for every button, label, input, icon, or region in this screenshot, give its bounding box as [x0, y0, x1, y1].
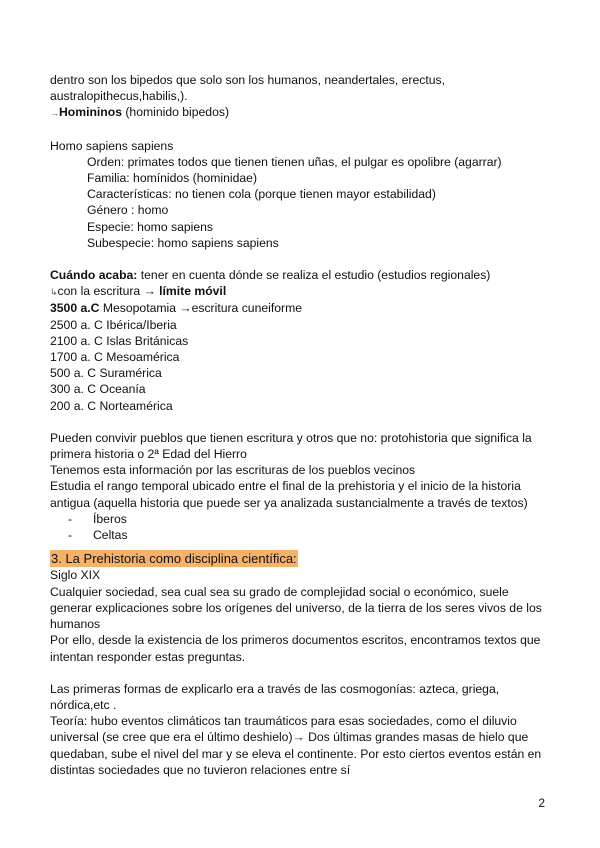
date-row [50, 300, 550, 316]
century-label: Siglo XIX [50, 568, 101, 583]
paragraph: Pueden convivir pueblos que tienen escritura y otros que no: protohistoria que significa la primera historia o 2ª Edad del Hierro [50, 430, 532, 462]
paragraph: Las primeras formas de explicarlo era a través de las cosmogonías: azteca, griega, nórdica,etc . [50, 681, 500, 712]
taxonomy-item: Subespecie: homo sapiens sapiens [87, 235, 279, 250]
list-item-label: Íberos [93, 511, 127, 526]
taxonomy-item: Género : homo [87, 203, 169, 218]
taxonomy-item: Especie: homo sapiens [87, 219, 214, 234]
spacer [50, 414, 550, 430]
spacer [50, 665, 550, 681]
paragraph: Estudia el rango temporal ubicado entre el final de la prehistoria y el inicio de la historia antigua (aquella historia que puede ser ya analizada sustancialmente a través de textos) [50, 479, 528, 510]
date-row [50, 365, 550, 381]
when-ends-term: Cuándo acaba: [50, 268, 138, 283]
list-item-label: Celtas [93, 528, 128, 543]
writing-limit-text: con la escritura → [57, 284, 160, 299]
taxonomy-title: Homo sapiens sapiens [50, 138, 174, 153]
date-region: Oceanía [96, 382, 146, 397]
paragraph: Cualquier sociedad, sea cual sea su grado de complejidad social o económico, suele generar explicaciones sobre los orígenes del universo, de la tierra de los seres vivos de los humanos [50, 584, 542, 632]
date-row [50, 398, 550, 414]
list-item [68, 511, 550, 527]
date-value: 1700 a. C [50, 350, 103, 365]
date-region: Norteamérica [96, 398, 173, 413]
text-line: dentro son los bipedos que solo son los humanos, neandertales, erectus, [50, 73, 445, 87]
when-ends-desc: tener en cuenta dónde se realiza el estudio (estudios regionales) [137, 268, 491, 283]
text-line: australopithecus,habilis,). [50, 89, 188, 104]
date-value: 200 a. C [50, 398, 97, 413]
date-region: Mesoamérica [102, 350, 180, 365]
when-ends-line [50, 267, 550, 283]
hominids-line [50, 104, 550, 121]
sub-arrow-icon: ↳ [50, 287, 58, 298]
date-region: Suramérica [96, 366, 162, 381]
date-region: Islas Británicas [102, 333, 189, 348]
date-value: 2500 a. C [50, 317, 103, 332]
paragraph: Teoría: hubo eventos climáticos tan traumáticos para esas sociedades, como el diluvio universal (se cree que era el último deshielo)→ Dos últimas grandes masas de hielo que quedaban, sube el nivel del mar y se eleva el continente. Por esto ciertos eventos están en distintas sociedades que no tuvieron relaciones entre sí [50, 714, 542, 777]
writing-limit-bold: límite móvil [159, 284, 227, 299]
date-row [50, 317, 550, 333]
date-value: 500 a. C [50, 366, 97, 381]
date-region: Ibérica/Iberia [102, 317, 177, 332]
hominids-term: Homininos [59, 105, 122, 120]
hominids-desc: (hominido bipedos) [121, 105, 230, 120]
date-row [50, 333, 550, 349]
date-value: 2100 a. C [50, 333, 103, 348]
taxonomy-item: Orden: primates todos que tienen tienen uñas, el pulgar es opolibre (agarrar) [87, 154, 502, 169]
peoples-list [50, 511, 550, 543]
dash-bullet: - [68, 511, 73, 526]
taxonomy-item: Características: no tienen cola (porque tienen mayor estabilidad) [87, 187, 436, 202]
paragraph: Por ello, desde la existencia de los primeros documentos escritos, encontramos textos que intentan responder estas preguntas. [50, 633, 541, 664]
writing-limit-line [50, 283, 550, 300]
arrow-icon: → [50, 108, 59, 119]
dash-bullet: - [68, 528, 73, 543]
section-heading-text: 3. La Prehistoria como disciplina científica: [51, 551, 297, 567]
document-page [50, 72, 550, 778]
section-heading [50, 551, 550, 567]
list-item [68, 527, 550, 543]
taxonomy-item: Familia: homínidos (hominidae) [87, 171, 258, 186]
paragraph: Tenemos esta información por las escrituras de los pueblos vecinos [50, 463, 416, 478]
date-region: Mesopotamia →escritura cuneiforme [99, 301, 302, 316]
date-row [50, 349, 550, 365]
date-value: 300 a. C [50, 382, 97, 397]
spacer [50, 251, 550, 267]
spacer [50, 122, 550, 138]
page-number: 2 [538, 796, 545, 810]
date-row [50, 381, 550, 397]
date-value: 3500 a.C [50, 301, 100, 316]
